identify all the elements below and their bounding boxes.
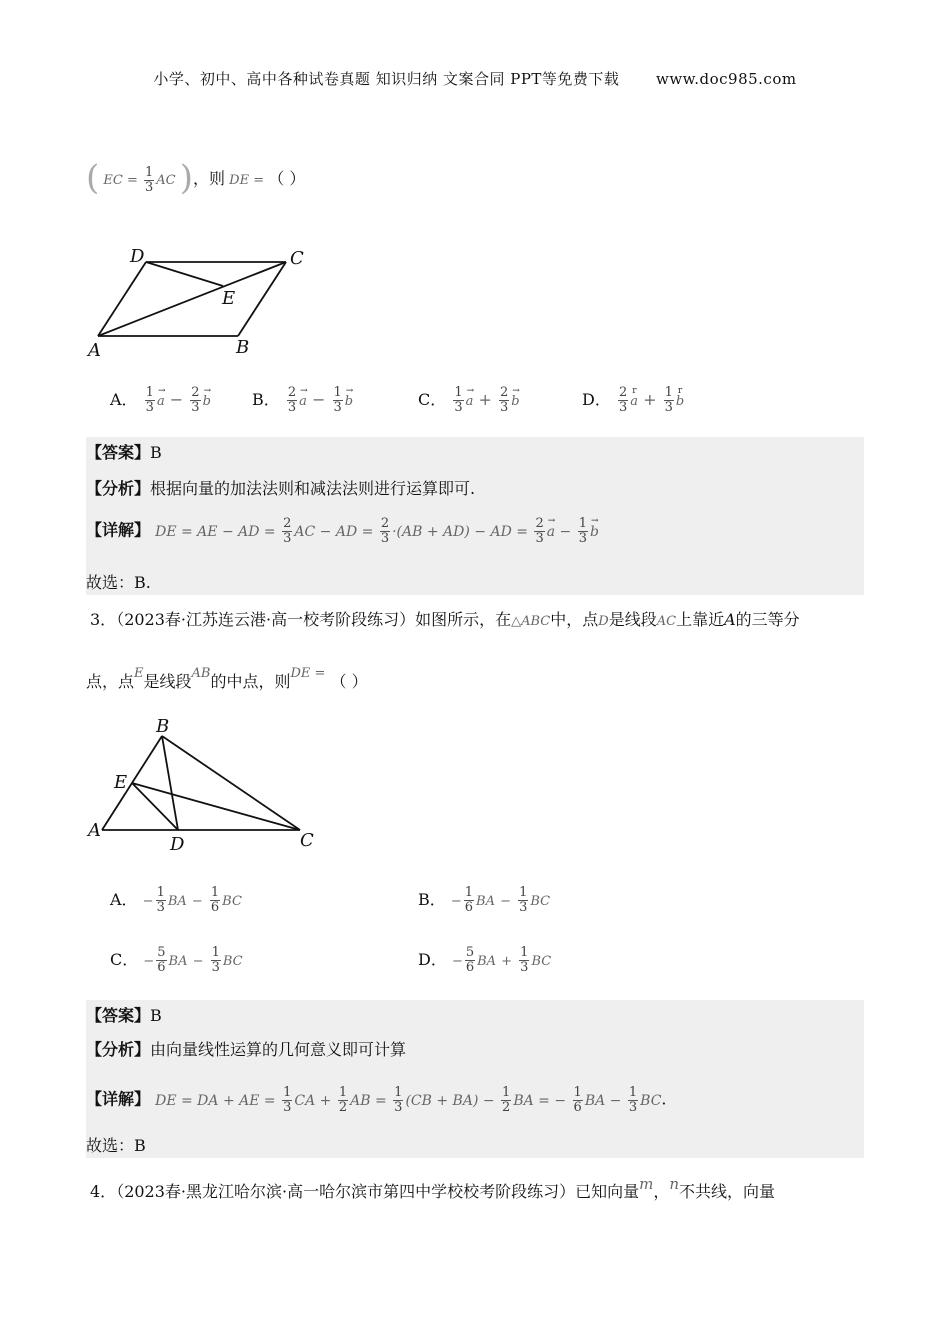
q2-option-b[interactable]: B． $\frac{2}{3}$ a → − $\frac{1}{3}$ b → bbox=[252, 386, 353, 415]
q3-analysis: 【分析】由向量线性运算的几何意义即可计算 bbox=[86, 1040, 407, 1059]
q2-stem-tail: ，则 bbox=[193, 169, 226, 188]
q3-triangle-figure bbox=[84, 712, 324, 860]
q2-label-e: E bbox=[222, 288, 236, 309]
q2-stem: ( EC = $\frac{1}{3}$ AC )，则 DE = （ ） bbox=[86, 157, 306, 198]
q3-stem-line2: 点，点$^E$是线段$^{AB}$的中点，则$^{DE =}$ （ ） bbox=[86, 666, 368, 691]
q3-option-d[interactable]: D． − $\frac{5}{6}$ BA + $\frac{1}{3}$ BC bbox=[418, 945, 552, 975]
q3-option-c[interactable]: C． − $\frac{5}{6}$ BA − $\frac{1}{3}$ BC bbox=[110, 945, 243, 975]
q2-stem-end: （ ） bbox=[268, 169, 306, 188]
q3-label-a: A bbox=[88, 820, 101, 841]
q2-detail: 【详解】 DE = AE − AD = $\frac{2}{3}$ AC − AD = $\frac{2}{3}$ ·(AB + AD) − AD = $\frac{2}{3}$ a → − $\frac{1}{3}$ b → bbox=[86, 517, 599, 546]
q3-label-c: C bbox=[300, 830, 314, 851]
q3-edge-bc bbox=[162, 736, 300, 830]
q3-option-a[interactable]: A． − $\frac{1}{3}$ BA − $\frac{1}{6}$ BC bbox=[110, 885, 242, 915]
q2-analysis: 【分析】根据向量的加法法则和减法法则进行运算即可. bbox=[86, 479, 476, 498]
q2-edge-ad bbox=[98, 262, 146, 336]
q3-label-b: B bbox=[156, 716, 170, 737]
q2-diagonal-ac bbox=[98, 262, 286, 336]
q2-answer-panel bbox=[86, 437, 864, 595]
q3-conclusion: 故选：B bbox=[86, 1136, 146, 1155]
q2-label-b: B bbox=[236, 337, 250, 358]
q2-segment-de bbox=[146, 262, 223, 286]
q3-detail: 【详解】 DE = DA + AE = $\frac{1}{3}$ CA + $\frac{1}{2}$ AB = $\frac{1}{3}$ (CB + BA) − $\frac{1}{2}$ BA = − $\frac{1}{6}$ BA − $\frac{1}{3}$ BC. bbox=[86, 1085, 667, 1115]
q2-conclusion: 故选：B. bbox=[86, 573, 151, 592]
q2-label-c: C bbox=[290, 248, 304, 269]
q4-stem: 4．（2023春·黑龙江哈尔滨·高一哈尔滨市第四中学校校考阶段练习）已知向量m，n不共线，向量 bbox=[90, 1175, 776, 1201]
q2-edge-cb bbox=[238, 262, 286, 336]
q3-segment-ec bbox=[132, 783, 300, 830]
q3-option-b[interactable]: B． − $\frac{1}{6}$ BA − $\frac{1}{3}$ BC bbox=[418, 885, 551, 915]
header-url: www.doc985.com bbox=[655, 70, 797, 88]
page-header bbox=[0, 68, 950, 89]
q3-answer-panel bbox=[86, 1000, 864, 1158]
q2-answer: 【答案】B bbox=[86, 443, 162, 462]
q3-label-d: D bbox=[170, 834, 185, 855]
q3-answer: 【答案】B bbox=[86, 1006, 162, 1025]
q2-label-a: A bbox=[88, 340, 101, 361]
q2-label-d: D bbox=[130, 246, 145, 267]
q3-label-e: E bbox=[114, 772, 128, 793]
header-text: 小学、初中、高中各种试卷真题 知识归纳 文案合同 PPT等免费下载 bbox=[153, 70, 620, 88]
q2-option-c[interactable]: C． $\frac{1}{3}$ a → + $\frac{2}{3}$ b → bbox=[418, 386, 520, 415]
q3-stem-line1: 3．（2023春·江苏连云港·高一校考阶段练习）如图所示，在△ABC中，点D是线段AC上靠近A的三等分 bbox=[90, 610, 800, 629]
q2-option-d[interactable]: D． $\frac{2}{3}$ a r + $\frac{1}{3}$ b r bbox=[582, 386, 684, 415]
q2-option-a[interactable]: A． $\frac{1}{3}$ a → − $\frac{2}{3}$ b → bbox=[110, 386, 211, 415]
q2-parallelogram-figure bbox=[84, 240, 324, 364]
